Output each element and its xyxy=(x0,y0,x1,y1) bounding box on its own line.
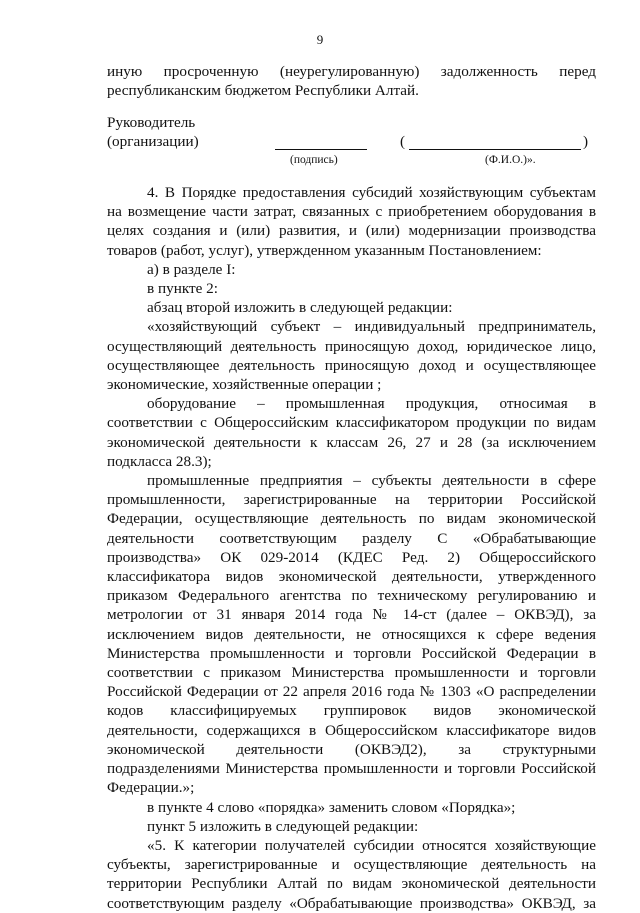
text-line: деятельности соответствующим разделу С «Обрабатывающие xyxy=(107,529,596,547)
text-line: осуществляющий деятельность приносящую доход, юридическое лицо, xyxy=(107,337,596,355)
signature-org-label: (организации) xyxy=(107,133,199,150)
list-item: а) в разделе I: xyxy=(147,260,236,278)
text-line: целях создания и (или) развития, и (или) модернизации производства xyxy=(107,222,596,240)
fio-open-bracket: ( xyxy=(400,133,406,150)
text-line: промышленности, зарегистрированные на территории Российской xyxy=(107,491,596,509)
signature-line xyxy=(275,149,367,150)
text-line: оборудование – промышленная продукция, относимая в xyxy=(147,395,596,413)
text-line: территории Республики Алтай по видам экономической деятельности xyxy=(107,875,596,893)
text-line: республиканским бюджетом Республики Алтай. xyxy=(107,82,419,100)
section-4 xyxy=(107,183,596,913)
text-line: подкласса 28.3); xyxy=(107,452,212,470)
text-line: приказом Федерального агентства по техническому регулированию и xyxy=(107,587,596,605)
text-line: товаров (работ, услуг), утвержденном указанным Постановлением: xyxy=(107,241,542,259)
text-line: промышленные предприятия – субъекты деятельности в сфере xyxy=(147,472,596,490)
text-line: субъекты, зарегистрированные и осуществляющие деятельность на xyxy=(107,856,596,874)
text-line: исключением видов деятельности, не относящихся к сфере ведения xyxy=(107,625,596,643)
text-line: кодов классифицируемых группировок видов экономической xyxy=(107,702,596,720)
text-line: 4. В Порядке предоставления субсидий хозяйствующим субъектам xyxy=(147,184,596,201)
text-line: экономической деятельности к классам 26, 27 и 28 (за исключением xyxy=(107,433,596,451)
list-item: пункт 5 изложить в следующей редакции: xyxy=(147,817,419,835)
text-line: деятельности, содержащихся в Общероссийском классификаторе видов xyxy=(107,721,596,739)
text-line: Федерации.»; xyxy=(107,779,195,797)
text-line: производства» ОК 029-2014 (КДЕС Ред. 2) Общероссийского xyxy=(107,548,596,566)
list-item: абзац второй изложить в следующей редакции: xyxy=(147,299,453,317)
text-line: подразделениями Министерства промышленности и торговли Российской xyxy=(107,760,596,778)
text-line: метрологии от 31 января 2014 года № 14-ст (далее – ОКВЭД), за xyxy=(107,606,596,624)
text-line: соответствующим разделу «Обрабатывающие производства» ОКВЭД, за xyxy=(107,894,596,912)
text-line: соответствии с Общероссийским классификатором продукции по видам xyxy=(107,414,596,432)
page-number: 9 xyxy=(316,32,324,47)
text-line: «5. К категории получателей субсидии относятся хозяйствующие xyxy=(147,836,596,854)
text-line: экономической деятельности (ОКВЭД2), за структурными xyxy=(107,740,596,758)
text-line: на возмещение части затрат, связанных с приобретением оборудования в xyxy=(107,203,596,221)
signature-head-label: Руководитель xyxy=(107,114,196,131)
text-line: иную просроченную (неурегулированную) задолженность перед xyxy=(107,63,596,80)
fio-line xyxy=(409,149,581,150)
text-line: «хозяйствующий субъект – индивидуальный предприниматель, xyxy=(147,318,596,336)
text-line: Министерства промышленности и торговли Российской Федерации в xyxy=(107,644,596,662)
fio-caption: (Ф.И.О.)». xyxy=(485,154,536,166)
intro-paragraph xyxy=(107,62,596,100)
signature-block xyxy=(107,113,596,173)
list-item: в пункте 4 слово «порядка» заменить словом «Порядка»; xyxy=(147,798,516,816)
text-line: Российской Федерации от 22 апреля 2016 года № 1303 «О распределении xyxy=(107,683,596,701)
list-item: в пункте 2: xyxy=(147,280,218,298)
fio-close-bracket: ) xyxy=(583,133,589,150)
text-line: Федерации, осуществляющие деятельность по видам экономической xyxy=(107,510,596,528)
text-line: соответствии с приказом Министерства промышленности и торговли xyxy=(107,664,596,682)
signature-caption: (подпись) xyxy=(290,154,338,166)
text-line: осуществляющее деятельность приносящую доход и осуществляющее xyxy=(107,356,596,374)
text-line: экономические, хозяйственные операции ; xyxy=(107,376,382,394)
text-line: классификатора видов экономической деятельности, утвержденного xyxy=(107,568,596,586)
